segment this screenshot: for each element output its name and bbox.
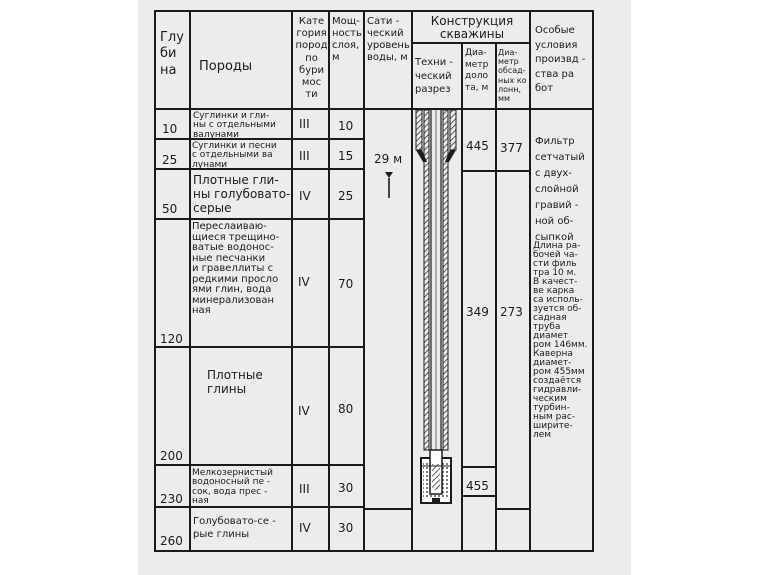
header-thickness-text: Мощ- ность слоя, м [332, 16, 362, 63]
bit-diameter-2: 349 [466, 305, 489, 319]
category-value-7: IV [299, 521, 311, 535]
thickness-value-5: 80 [338, 402, 354, 416]
category-value-5: IV [298, 404, 310, 418]
rock-cell-7 [191, 508, 293, 550]
depth-value-3: 50 [162, 202, 178, 216]
header-casing-diameter [497, 44, 531, 110]
category-cell-2 [293, 140, 330, 170]
depth-cell-2 [156, 140, 191, 170]
rock-text-5: Плотные глины [207, 368, 263, 397]
depth-cell-6 [156, 466, 191, 508]
header-thickness [330, 12, 365, 110]
casing-diameter-1: 377 [500, 141, 523, 155]
casing-diameter-2: 273 [500, 305, 523, 319]
special-details-text: Длина ра- бочей ча- сти филь тра 10 м. В качест- ве карка са исполь- зуется об- садная труба диамет ром 146мм. Каверна диамет- ром 455мм создаётся гидравли- ческим турбин- ным рас- ширите- лем [533, 241, 588, 440]
category-cell-4 [293, 220, 330, 348]
header-construction-text: Конструкция скважины [430, 14, 514, 41]
well-section-drawing [413, 110, 463, 550]
thickness-cell-7 [330, 508, 365, 550]
category-value-2: III [299, 149, 310, 163]
rock-text-6: Мелкозернистый водоносный пе - сок, вода прес - ная [192, 468, 273, 507]
rock-cell-5 [191, 348, 293, 466]
depth-cell-1 [156, 110, 191, 140]
bit-diameter-3: 455 [466, 479, 489, 493]
category-cell-6 [293, 466, 330, 508]
thickness-cell-3 [330, 170, 365, 220]
depth-value-2: 25 [162, 153, 178, 167]
rock-cell-3 [191, 170, 293, 220]
rock-text-4: Переслаиваю- щиеся трещино- ватые водонос- ные песчанки и гравеллиты с редкими просло ями глин, вода минерализован ная [192, 221, 280, 316]
category-value-4: IV [298, 275, 310, 289]
thickness-value-3: 25 [338, 189, 354, 203]
depth-cell-5 [156, 348, 191, 466]
depth-value-5: 200 [160, 449, 183, 463]
category-cell-5 [293, 348, 330, 466]
header-technical-section [413, 44, 463, 110]
header-construction [413, 12, 531, 44]
rock-cell-4 [191, 220, 293, 348]
category-value-1: III [299, 117, 310, 131]
well-construction-table [154, 10, 594, 552]
casing-diameter-column [497, 110, 531, 550]
thickness-cell-5 [330, 348, 365, 466]
water-level-marker-icon [383, 170, 395, 200]
thickness-cell-1 [330, 110, 365, 140]
special-filter-text: Фильтр сетчатый с двух- слойной гравий - ной об- сыпкой [535, 136, 585, 243]
header-rocks [191, 12, 293, 110]
category-cell-7 [293, 508, 330, 550]
thickness-value-6: 30 [338, 481, 354, 495]
rock-text-2: Суглинки и песни с отдельными ва лунами [192, 141, 277, 170]
category-value-6: III [299, 482, 310, 496]
category-cell-1 [293, 110, 330, 140]
thickness-value-4: 70 [338, 277, 354, 291]
rock-text-1: Суглинки и гли- ны с отдельными валунами [193, 111, 276, 140]
header-category-text: Кате гория пород по бури мос ти [295, 16, 328, 101]
depth-cell-3 [156, 170, 191, 220]
thickness-cell-4 [330, 220, 365, 348]
depth-value-6: 230 [160, 492, 183, 506]
header-special [531, 12, 592, 110]
depth-cell-4 [156, 220, 191, 348]
header-special-text: Особые условия произвд - ства ра бот [535, 25, 586, 94]
depth-value-7: 260 [160, 534, 183, 548]
header-rocks-text: Породы [199, 59, 253, 74]
technical-section-column [413, 110, 463, 550]
header-bit-diameter-text: Диа- метр доло та, м [465, 48, 489, 94]
rock-cell-2 [191, 140, 293, 170]
header-technical-section-text: Техни - ческий разрез [415, 57, 454, 95]
bit-diameter-1: 445 [466, 139, 489, 153]
depth-cell-7 [156, 508, 191, 550]
special-conditions-column [531, 110, 592, 550]
thickness-value-7: 30 [338, 521, 354, 535]
header-depth [156, 12, 191, 110]
header-static-level-text: Сати - ческий уровень воды, м [367, 16, 410, 63]
header-depth-text: Глу би на [160, 30, 184, 78]
header-bit-diameter [463, 44, 497, 110]
category-value-3: IV [299, 189, 311, 203]
thickness-cell-2 [330, 140, 365, 170]
depth-value-4: 120 [160, 332, 183, 346]
header-casing-diameter-text: Диа- метр обсад- ных ко лонн, мм [498, 48, 527, 103]
rock-cell-1 [191, 110, 293, 140]
rock-cell-6 [191, 466, 293, 508]
static-level-column [365, 110, 413, 550]
static-level-value: 29 м [374, 152, 403, 166]
thickness-value-1: 10 [338, 119, 354, 133]
rock-text-3: Плотные гли- ны голубовато- серые [193, 173, 291, 215]
rock-text-7: Голубовато-се - рые глины [193, 516, 276, 540]
thickness-value-2: 15 [338, 149, 354, 163]
header-category [293, 12, 330, 110]
thickness-cell-6 [330, 466, 365, 508]
header-static-level [365, 12, 413, 110]
depth-value-1: 10 [162, 122, 178, 136]
category-cell-3 [293, 170, 330, 220]
bit-diameter-column [463, 110, 497, 550]
